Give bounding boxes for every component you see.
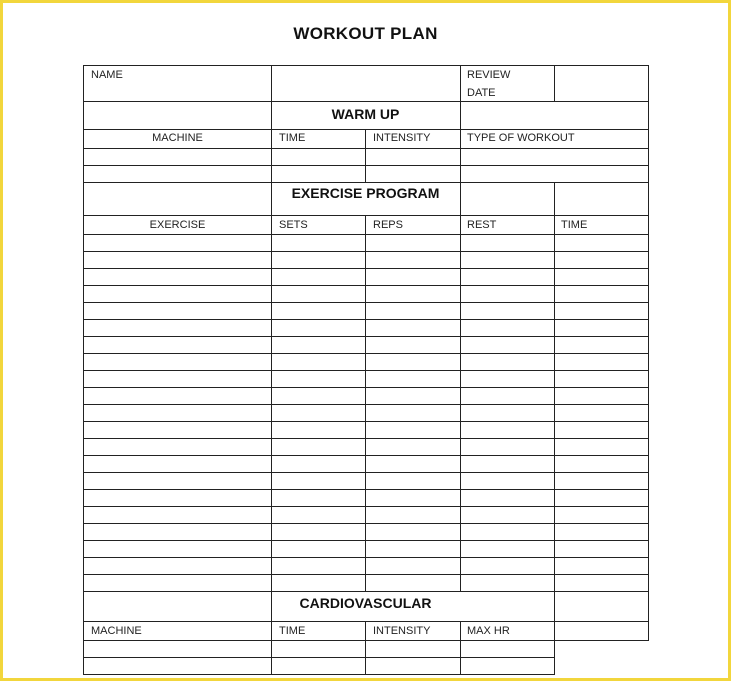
grid-line xyxy=(83,336,649,337)
grid-line xyxy=(83,285,649,286)
cardio-col-intensity: INTENSITY xyxy=(373,625,431,637)
grid-line xyxy=(83,387,649,388)
exercise-col-time: TIME xyxy=(561,219,588,231)
grid-line xyxy=(271,101,272,130)
warm-up-col-type-of-workout: TYPE OF WORKOUT xyxy=(467,132,575,144)
page-title: WORKOUT PLAN xyxy=(293,24,438,43)
review-label-line-1: REVIEW xyxy=(467,69,511,81)
grid-line xyxy=(83,129,649,130)
grid-line xyxy=(271,215,272,592)
grid-line xyxy=(83,557,649,558)
grid-line xyxy=(271,591,272,622)
cardio-col-max-hr: MAX HR xyxy=(467,625,510,637)
exercise-program-title: EXERCISE PROGRAM xyxy=(291,185,440,201)
warm-up-col-intensity: INTENSITY xyxy=(373,132,431,144)
exercise-col-sets: SETS xyxy=(279,219,308,231)
grid-line xyxy=(83,148,649,149)
grid-line xyxy=(83,657,555,658)
grid-line xyxy=(83,65,649,66)
grid-line xyxy=(83,370,649,371)
exercise-col-reps: REPS xyxy=(373,219,403,231)
grid-line xyxy=(83,523,649,524)
review-label-line-2: DATE xyxy=(467,87,496,99)
grid-line xyxy=(460,215,461,592)
warm-up-col-time: TIME xyxy=(279,132,306,144)
exercise-col-rest: REST xyxy=(467,219,497,231)
grid-line xyxy=(460,65,461,102)
grid-line xyxy=(554,591,555,622)
grid-line xyxy=(83,215,649,216)
grid-line xyxy=(83,591,649,592)
grid-line xyxy=(271,129,272,183)
grid-line xyxy=(83,489,649,490)
grid-line xyxy=(83,621,649,622)
grid-line xyxy=(460,101,461,130)
grid-line xyxy=(83,472,649,473)
grid-line xyxy=(271,621,272,675)
grid-line xyxy=(83,540,649,541)
grid-line xyxy=(271,182,272,216)
grid-line xyxy=(83,182,649,183)
grid-line xyxy=(554,65,555,102)
grid-line xyxy=(83,506,649,507)
grid-line xyxy=(83,302,649,303)
grid-line xyxy=(365,621,366,675)
grid-line xyxy=(83,268,649,269)
grid-line xyxy=(83,353,649,354)
grid-line xyxy=(460,621,461,675)
grid-line xyxy=(460,182,461,216)
grid-line xyxy=(83,404,649,405)
exercise-col-exercise: EXERCISE xyxy=(149,219,206,231)
grid-line xyxy=(554,215,555,592)
cardio-col-time: TIME xyxy=(279,625,306,637)
grid-line xyxy=(83,640,649,641)
cardio-col-machine: MACHINE xyxy=(91,625,142,637)
grid-line xyxy=(83,574,649,575)
grid-line xyxy=(83,674,555,675)
grid-line xyxy=(83,319,649,320)
grid-line xyxy=(83,438,649,439)
name-label: NAME xyxy=(91,69,123,81)
grid-line xyxy=(83,251,649,252)
grid-line xyxy=(554,621,555,675)
grid-line xyxy=(83,234,649,235)
grid-line xyxy=(460,129,461,183)
grid-line xyxy=(365,129,366,183)
warm-up-col-machine: MACHINE xyxy=(152,132,203,144)
grid-line xyxy=(271,65,272,102)
grid-line xyxy=(554,182,555,216)
grid-line xyxy=(365,215,366,592)
grid-line xyxy=(83,421,649,422)
grid-line xyxy=(83,165,649,166)
grid-line xyxy=(83,455,649,456)
cardiovascular-title: CARDIOVASCULAR xyxy=(299,595,432,611)
warm-up-title: WARM UP xyxy=(331,106,400,122)
grid-line xyxy=(83,101,649,102)
